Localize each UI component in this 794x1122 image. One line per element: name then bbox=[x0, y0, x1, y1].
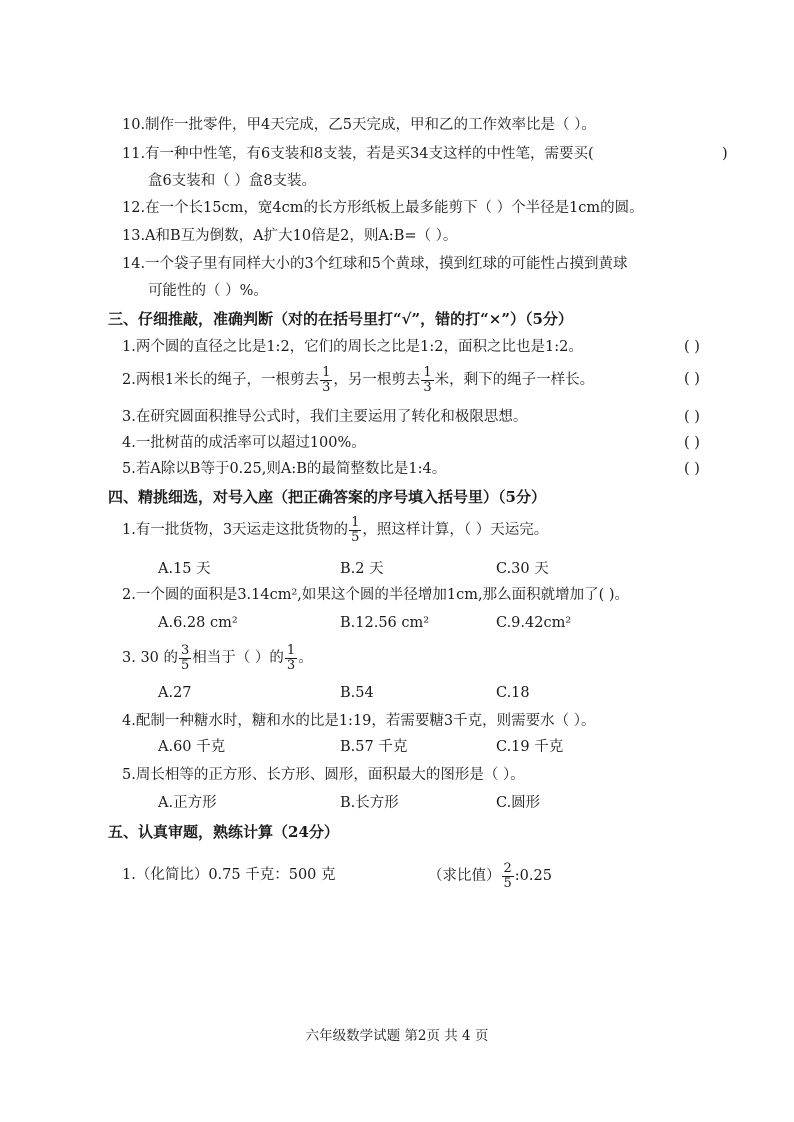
question-11-paren-end: ) bbox=[722, 146, 728, 162]
choice-1-option-c: C.30 天 bbox=[496, 561, 549, 577]
fraction-numerator: 1 bbox=[322, 364, 331, 380]
choice-5-option-c: C.圆形 bbox=[496, 795, 541, 811]
choice-3-text-b: 相当于（ ）的 bbox=[192, 649, 284, 666]
choice-1-option-a: A.15 天 bbox=[158, 561, 211, 577]
judge-2-text-a: 2.两根1米长的绳子，一根剪去 bbox=[122, 371, 320, 388]
judge-2-text-b: ，另一根剪去 bbox=[333, 371, 421, 388]
fraction-denominator: 5 bbox=[503, 875, 512, 891]
choice-5: 5.周长相等的正方形、长方形、圆形，面积最大的图形是（ ）。 bbox=[122, 767, 525, 783]
choice-1-text-b: ，照这样计算，（ ）天运完。 bbox=[362, 521, 549, 538]
choice-5-option-a: A.正方形 bbox=[158, 795, 217, 811]
fraction-denominator: 5 bbox=[351, 529, 360, 545]
judge-2-paren: ( ) bbox=[684, 371, 700, 387]
question-12: 12.在一个长15cm，宽4cm的长方形纸板上最多能剪下（ ）个半径是1cm的圆。 bbox=[122, 200, 644, 216]
fraction-one-third bbox=[320, 366, 332, 394]
choice-2-option-a: A.6.28 cm² bbox=[158, 615, 238, 631]
fraction-denominator: 3 bbox=[286, 657, 296, 673]
judge-3-paren: ( ) bbox=[684, 409, 700, 425]
judge-5: 5.若A除以B等于0.25,则A:B的最简整数比是1:4。 bbox=[122, 461, 447, 477]
judge-2-text-c: 米，剩下的绳子一样长。 bbox=[434, 371, 595, 388]
question-10: 10.制作一批零件，甲4天完成，乙5天完成，甲和乙的工作效率比是（ ）。 bbox=[122, 117, 596, 133]
choice-4-option-a: A.60 千克 bbox=[158, 739, 226, 755]
calc-1-label: （求比值） bbox=[428, 867, 501, 884]
fraction-numerator: 3 bbox=[181, 642, 190, 658]
question-14-line2: 可能性的（ ）%。 bbox=[148, 283, 268, 299]
choice-4: 4.配制一种糖水时，糖和水的比是1:19，若需要糖3千克，则需要水（ ）。 bbox=[122, 713, 596, 729]
calc-1-ratio-tail: :0.25 bbox=[514, 867, 552, 884]
page-footer: 六年级数学试题 第2页 共 4 页 bbox=[305, 1028, 489, 1044]
section-5-title: 五、认真审题，熟练计算（24分） bbox=[108, 823, 339, 841]
choice-4-option-b: B.57 千克 bbox=[340, 739, 408, 755]
choice-4-option-c: C.19 千克 bbox=[496, 739, 564, 755]
fraction-denominator: 5 bbox=[181, 657, 190, 673]
judge-5-paren: ( ) bbox=[684, 461, 700, 477]
judge-4: 4.一批树苗的成活率可以超过100%。 bbox=[122, 435, 366, 451]
choice-2-option-b: B.12.56 cm² bbox=[340, 615, 430, 631]
fraction-numerator: 2 bbox=[503, 860, 512, 876]
fraction-three-fifths bbox=[179, 644, 191, 672]
choice-3-option-a: A.27 bbox=[158, 685, 192, 701]
calc-1-ratio-value bbox=[428, 856, 552, 896]
section-4-title: 四、精挑细选，对号入座（把正确答案的序号填入括号里）（5分） bbox=[108, 488, 546, 506]
choice-1-option-b: B.2 天 bbox=[340, 561, 384, 577]
judge-4-paren: ( ) bbox=[684, 435, 700, 451]
judge-1-paren: ( ) bbox=[684, 339, 700, 355]
fraction-numerator: 1 bbox=[423, 364, 432, 380]
fraction-two-fifths bbox=[502, 862, 514, 890]
choice-1 bbox=[122, 510, 548, 550]
choice-1-text-a: 1.有一批货物，3天运走这批货物的 bbox=[122, 521, 349, 538]
fraction-numerator: 1 bbox=[351, 514, 360, 530]
fraction-denominator: 3 bbox=[322, 379, 331, 395]
judge-1: 1.两个圆的直径之比是1:2，它们的周长之比是1:2，面积之比也是1:2。 bbox=[122, 339, 583, 355]
question-14-line1: 14.一个袋子里有同样大小的3个红球和5个黄球，摸到红球的可能性占摸到黄球 bbox=[122, 256, 628, 272]
calc-1-simplify: 1.（化简比）0.75 千克：500 克 bbox=[122, 867, 336, 883]
fraction-one-third-c3 bbox=[285, 644, 297, 672]
choice-3-text-a: 3. 30 的 bbox=[122, 649, 179, 666]
judge-2 bbox=[122, 360, 594, 400]
choice-2: 2.一个圆的面积是3.14cm²,如果这个圆的半径增加1cm,那么面积就增加了( )。 bbox=[122, 587, 630, 603]
judge-3: 3.在研究圆面积推导公式时，我们主要运用了转化和极限思想。 bbox=[122, 409, 528, 425]
choice-3-option-b: B.54 bbox=[340, 685, 374, 701]
fraction-one-third-meter bbox=[421, 366, 433, 394]
choice-5-option-b: B.长方形 bbox=[340, 795, 399, 811]
question-11-line2: 盒6支装和（ ）盒8支装。 bbox=[148, 173, 317, 189]
choice-2-option-c: C.9.42cm² bbox=[496, 615, 572, 631]
choice-3 bbox=[122, 638, 313, 678]
fraction-numerator: 1 bbox=[286, 642, 296, 658]
choice-3-text-c: 。 bbox=[298, 649, 313, 666]
question-11-line1: 11.有一种中性笔，有6支装和8支装，若是买34支这样的中性笔，需要买( bbox=[122, 146, 594, 162]
fraction-one-fifth bbox=[349, 516, 361, 544]
section-3-title: 三、仔细推敲，准确判断（对的在括号里打“√”，错的打“×”）（5分） bbox=[108, 310, 573, 328]
choice-3-option-c: C.18 bbox=[496, 685, 530, 701]
fraction-denominator: 3 bbox=[423, 379, 432, 395]
question-13: 13.A和B互为倒数，A扩大10倍是2，则A:B=（ ）。 bbox=[122, 228, 458, 244]
